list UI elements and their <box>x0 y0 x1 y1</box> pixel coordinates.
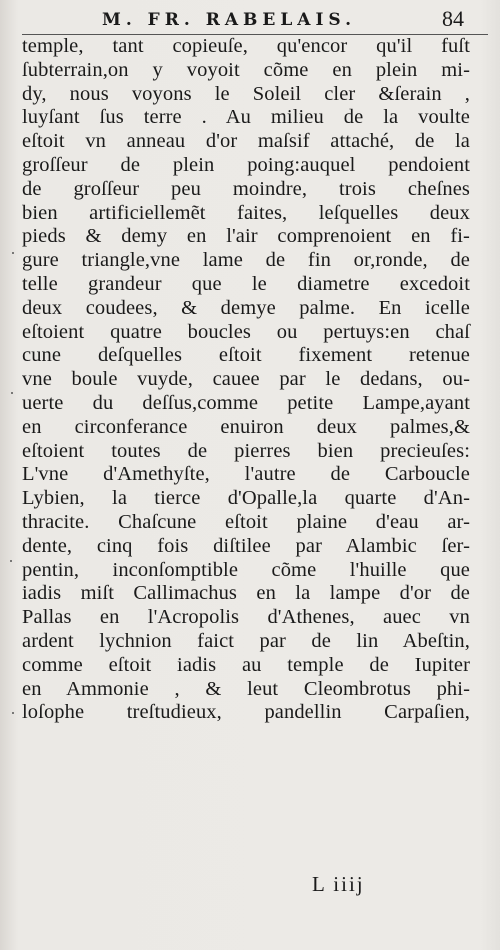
text-line: dy, nous voyons le Soleil cler &ſerain , <box>22 82 470 105</box>
text-line: en Ammonie , & leut Cleombrotus phi- <box>22 677 470 700</box>
text-line: de groſſeur peu moindre, trois cheſnes <box>22 177 470 200</box>
text-line: pentin, inconſomptible cõme l'huille que <box>22 558 470 581</box>
page-number: 84 <box>442 6 464 31</box>
text-line: cune deſquelles eſtoit fixement retenue <box>22 344 470 367</box>
text-line: eſtoient toutes de pierres bien precieuſes: <box>22 439 470 462</box>
margin-speck <box>12 252 14 254</box>
text-line: gure triangle,vne lame de fin or,ronde, de <box>22 249 470 272</box>
text-line: ſubterrain,on y voyoit cõme en plein mi- <box>22 58 470 81</box>
text-line: temple, tant copieuſe, qu'encor qu'il fuſt <box>22 35 470 57</box>
text-line: L'vne d'Amethyſte, l'autre de Carboucle <box>22 463 470 486</box>
text-line: groſſeur de plein poing:auquel pendoient <box>22 153 470 176</box>
text-line: eſtoit vn anneau d'or maſsif attaché, de la <box>22 130 470 153</box>
text-line: thracite. Chaſcune eſtoit plaine d'eau ar- <box>22 510 470 533</box>
text-line: iadis miſt Callimachus en la lampe d'or de <box>22 582 470 605</box>
text-line: luyſant ſus terre . Au milieu de la voulte <box>22 106 470 129</box>
text-line: comme eſtoit iadis au temple de Iupiter <box>22 653 470 676</box>
running-head-title: M. FR. RABELAIS. <box>102 10 357 30</box>
text-line: loſophe treſtudieux, pandellin Carpaſien, <box>22 701 470 724</box>
text-line: dente, cinq fois diſtilee par Alambic ſer- <box>22 534 470 557</box>
text-line: uerte du deſſus,comme petite Lampe,ayant <box>22 391 470 414</box>
text-line: deux coudees, & demye palme. En icelle <box>22 296 470 319</box>
signature-mark: L iiij <box>312 872 365 896</box>
margin-speck <box>12 712 14 714</box>
body-text <box>22 35 470 725</box>
text-line: telle grandeur que le diametre excedoit <box>22 272 470 295</box>
text-line: ardent lychnion faict par de lin Abeſtin, <box>22 629 470 652</box>
margin-speck <box>10 560 12 562</box>
running-head <box>22 6 488 34</box>
text-line: Pallas en l'Acropolis d'Athenes, auec vn <box>22 606 470 629</box>
margin-speck <box>11 392 13 394</box>
text-line: eſtoient quatre boucles ou pertuys:en chaſ <box>22 320 470 343</box>
text-line: bien artificiellemẽt faites, leſquelles deux <box>22 201 470 224</box>
text-line: pieds & demy en l'air comprenoient en fi- <box>22 225 470 248</box>
text-line: en circonferance enuiron deux palmes,& <box>22 415 470 438</box>
text-line: Lybien, la tierce d'Opalle,la quarte d'An- <box>22 487 470 510</box>
text-line: vne boule vuyde, cauee par le dedans, ou- <box>22 368 470 391</box>
